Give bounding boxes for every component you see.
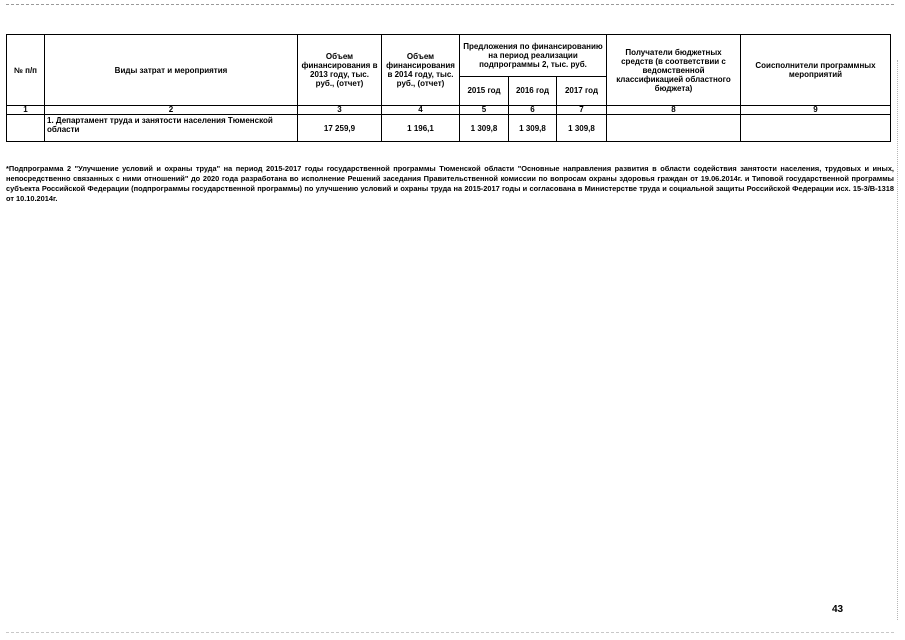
header-num: № п/п <box>7 35 45 106</box>
header-proposals: Предложения по финансированию на период реализации подпрограммы 2, тыс. руб. <box>460 35 607 77</box>
row-year-2017: 1 309,8 <box>557 115 607 142</box>
row-vol-2014: 1 196,1 <box>382 115 460 142</box>
row-vol-2013: 17 259,9 <box>298 115 382 142</box>
column-number: 5 <box>460 106 509 115</box>
header-vol-2013: Объем финансирования в 2013 году, тыс. руб., (отчет) <box>298 35 382 106</box>
header-coexecutors: Соисполнители программных мероприятий <box>741 35 891 106</box>
header-year-2017: 2017 год <box>557 76 607 105</box>
row-name: 1. Департамент труда и занятости населения Тюменской области <box>45 115 298 142</box>
column-number: 1 <box>7 106 45 115</box>
header-year-2015: 2015 год <box>460 76 509 105</box>
page-frame-bottom <box>6 632 894 633</box>
row-year-2016: 1 309,8 <box>509 115 557 142</box>
header-row-1 <box>7 35 891 77</box>
column-number: 7 <box>557 106 607 115</box>
row-num <box>7 115 45 142</box>
page-frame-top <box>6 4 894 5</box>
row-recipients <box>607 115 741 142</box>
column-number: 8 <box>607 106 741 115</box>
row-coexecutors <box>741 115 891 142</box>
column-number: 4 <box>382 106 460 115</box>
column-number: 2 <box>45 106 298 115</box>
header-year-2016: 2016 год <box>509 76 557 105</box>
column-number: 3 <box>298 106 382 115</box>
scan-edge-line <box>897 60 898 620</box>
header-vol-2014: Объем финансирования в 2014 году, тыс. руб., (отчет) <box>382 35 460 106</box>
column-number-row <box>7 106 891 115</box>
column-number: 6 <box>509 106 557 115</box>
financing-table <box>6 34 891 142</box>
header-recipients: Получатели бюджетных средств (в соответствии с ведомственной классификацией областного бюджета) <box>607 35 741 106</box>
header-types: Виды затрат и мероприятия <box>45 35 298 106</box>
page-number: 43 <box>832 604 844 615</box>
column-number: 9 <box>741 106 891 115</box>
table-row <box>7 115 891 142</box>
footnote: *Подпрограмма 2 "Улучшение условий и охраны труда" на период 2015-2017 годы государственной программы Тюменской области "Основные направления развития в области содействия занятости населения, трудовых и иных, непосредственно связанных с ними отношений" до 2020 года разработана во исполнение Решений заседания Правительственной комиссии по вопросам охраны здоровья граждан от 19.06.2014г. и Типовой государственной программы субъекта Российской Федерации (подпрограммы государственной программы) по улучшению условий и охраны труда на 2015-2017 годы и согласована в Министерстве труда и социальной защиты Российской Федерации исх. 15-3/В-1318 от 10.10.2014г. <box>6 164 894 204</box>
row-year-2015: 1 309,8 <box>460 115 509 142</box>
